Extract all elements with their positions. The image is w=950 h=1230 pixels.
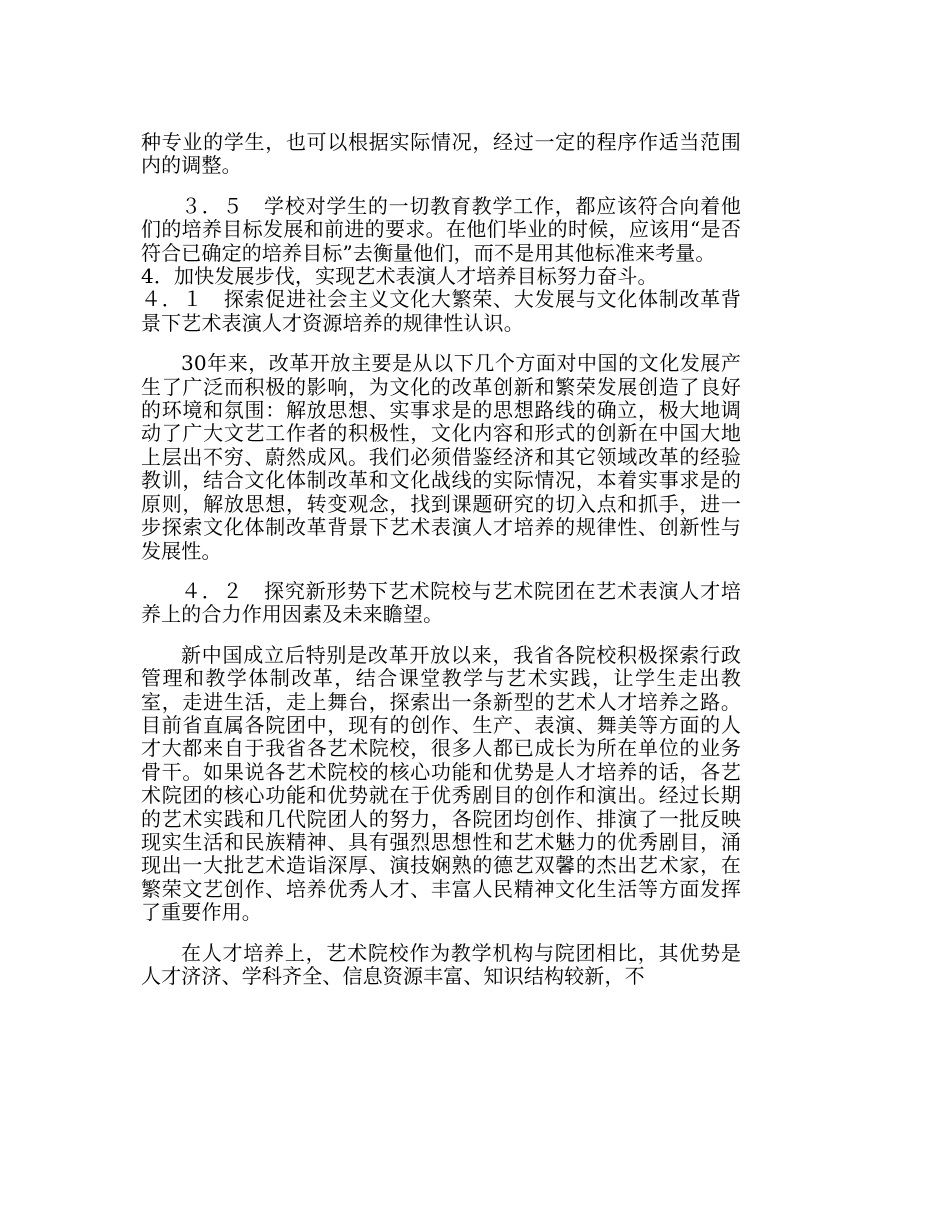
document-page: [141, 131, 741, 988]
paragraph-30-years: 30年来，改革开放主要是从以下几个方面对中国的文化发展产生了广泛而积极的影响，为文化的改革创新和繁荣发展创造了良好的环境和氛围：解放思想、实事求是的思想路线的确立，极大地调动了广大文艺工作者的积极性，文化内容和形式的创新在中国大地上层出不穷、蔚然成风。我们必须借鉴经济和其它领域改革的经验教训，结合文化体制改革和文化战线的实际情况，本着实事求是的原则，解放思想，转变观念，找到课题研究的切入点和抓手，进一步探索文化体制改革背景下艺术表演人才培养的规律性、创新性与发展性。: [141, 351, 741, 563]
paragraph-continuation: 种专业的学生，也可以根据实际情况，经过一定的程序作适当范围内的调整。: [141, 130, 741, 178]
subheading-4-2: ４．２ 探究新形势下艺术院校与艺术院团在艺术表演人才培养上的合力作用因素及未来瞻望。: [141, 578, 741, 627]
section-heading-4: 4．加快发展步伐，实现艺术表演人才培养目标努力奋斗。: [141, 264, 658, 289]
subheading-4-1: ４．１ 探索促进社会主义文化大繁荣、大发展与文化体制改革背景下艺术表演人才资源培养的规律性认识。: [141, 287, 741, 335]
paragraph-talent-training: 在人才培养上，艺术院校作为教学机构与院团相比，其优势是人才济济、学科齐全、信息资源丰富、知识结构较新，不: [141, 940, 741, 988]
paragraph-new-china: 新中国成立后特别是改革开放以来，我省各院校积极探索行政管理和教学体制改革，结合课堂教学与艺术实践，让学生走出教室，走进生活，走上舞台，探索出一条新型的艺术人才培养之路。目前省直属各院团中，现有的创作、生产、表演、舞美等方面的人才大都来自于我省各艺术院校，很多人都已成长为所在单位的业务骨干。如果说各艺术院校的核心功能和优势是人才培养的话，各艺术院团的核心功能和优势就在于优秀剧目的创作和演出。经过长期的艺术实践和几代院团人的努力，各院团均创作、排演了一批反映现实生活和民族精神、具有强烈思想性和艺术魅力的优秀剧目，涌现出一大批艺术造诣深厚、演技娴熟的德艺双馨的杰出艺术家，在繁荣文艺创作、培养优秀人才、丰富人民精神文化生活等方面发挥了重要作用。: [141, 642, 741, 925]
paragraph-3-5: ３．５ 学校对学生的一切教育教学工作，都应该符合向着他们的培养目标发展和前进的要求。在他们毕业的时候，应该用“是否符合已确定的培养目标”去衡量他们，而不是用其他标准来考量。: [141, 193, 741, 265]
